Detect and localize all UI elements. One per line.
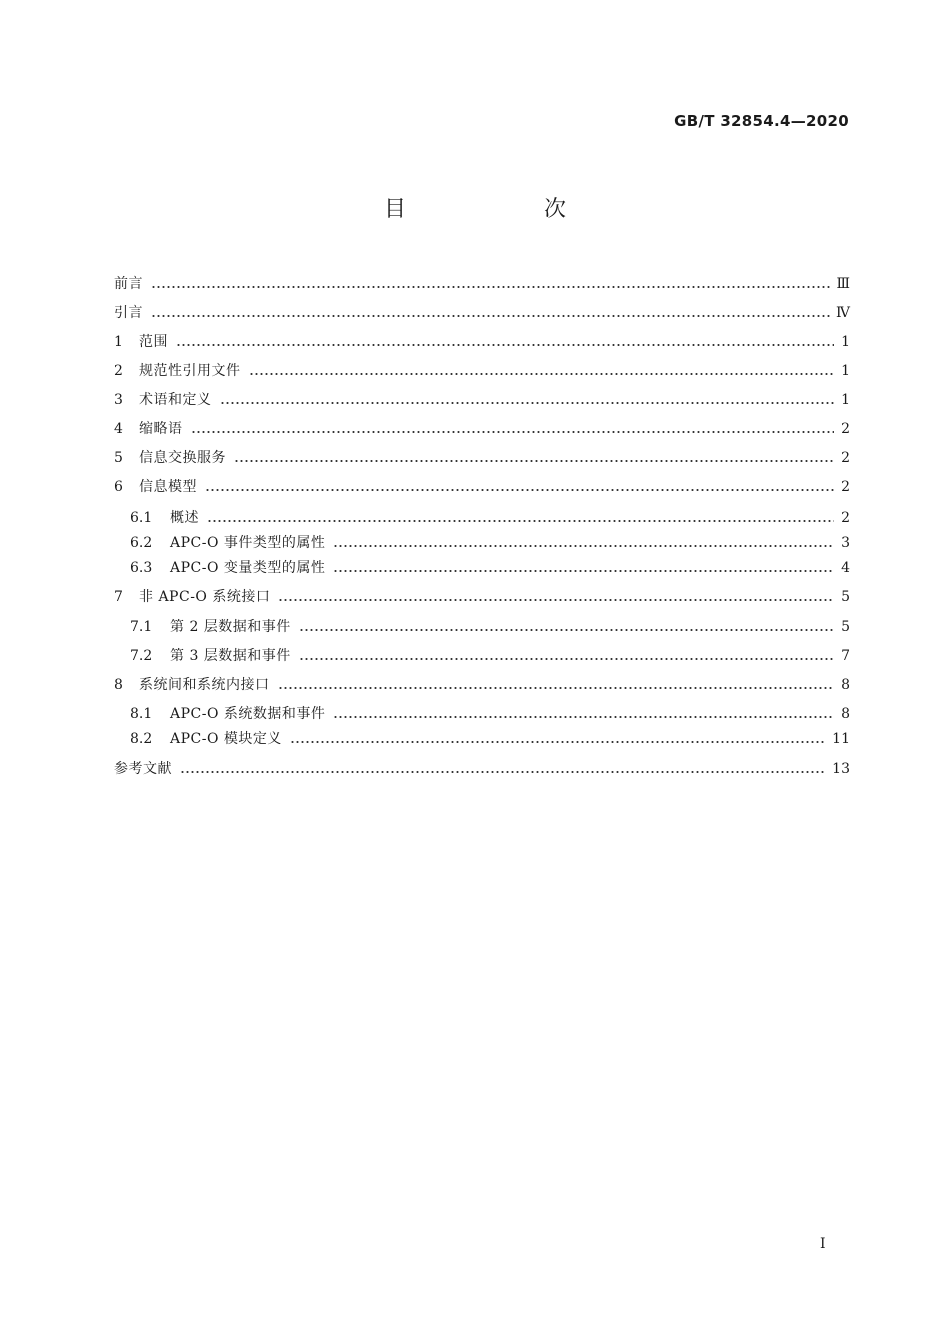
toc-entry-page: 5 <box>841 589 850 605</box>
toc-entry[interactable] <box>114 757 850 781</box>
toc-entry-label: APC-O 模块定义 <box>170 731 282 747</box>
toc-entry-page: 5 <box>841 619 850 635</box>
toc-entry-number: 8.1 <box>130 706 153 722</box>
toc-entry-number: 6.3 <box>130 560 153 576</box>
toc-dot-leader <box>290 727 826 751</box>
toc-entry[interactable] <box>114 531 850 555</box>
toc-dot-leader <box>278 673 835 697</box>
toc-entry[interactable] <box>114 673 850 697</box>
toc-entry[interactable] <box>114 644 850 668</box>
toc-entry-label: APC-O 系统数据和事件 <box>170 706 326 722</box>
toc-entry-label: APC-O 变量类型的属性 <box>170 560 326 576</box>
toc-dot-leader <box>299 644 834 668</box>
toc-entry-number: 7.1 <box>130 619 153 635</box>
toc-dot-leader <box>299 615 834 639</box>
toc-entry[interactable] <box>114 330 850 354</box>
toc-entry-number: 8 <box>114 677 123 693</box>
toc-entry-page: Ⅲ <box>836 276 850 292</box>
toc-entry-number: 7.2 <box>130 648 153 664</box>
toc-entry-page: 8 <box>841 677 850 693</box>
toc-entry[interactable] <box>114 702 850 726</box>
toc-entry-page: 1 <box>841 363 850 379</box>
toc-entry-label: 概述 <box>170 510 199 526</box>
toc-dot-leader <box>333 531 834 555</box>
toc-entry-page: Ⅳ <box>836 305 850 321</box>
toc-entry-number: 1 <box>114 334 123 350</box>
toc-entry-page: 2 <box>841 510 850 526</box>
toc-entry[interactable] <box>114 556 850 580</box>
toc-entry-page: 2 <box>841 450 850 466</box>
footer-page-number: I <box>820 1236 826 1252</box>
toc-entry-number: 6.1 <box>130 510 153 526</box>
toc-entry-label: 第 3 层数据和事件 <box>170 648 291 664</box>
standard-code: GB/T 32854.4—2020 <box>674 112 849 130</box>
toc-dot-leader <box>249 359 835 383</box>
toc-entry-label: 非 APC-O 系统接口 <box>139 589 271 605</box>
toc-entry-label: 规范性引用文件 <box>139 363 241 379</box>
toc-entry[interactable] <box>114 727 850 751</box>
toc-dot-leader <box>176 330 834 354</box>
toc-entry-page: 11 <box>832 731 850 747</box>
toc-entry-label: APC-O 事件类型的属性 <box>170 535 326 551</box>
toc-dot-leader <box>205 475 834 499</box>
toc-entry-label: 参考文献 <box>114 761 172 777</box>
page-title: 目 次 <box>383 197 624 222</box>
toc-entry[interactable] <box>114 615 850 639</box>
toc-entry[interactable] <box>114 388 850 412</box>
toc-dot-leader <box>333 702 834 726</box>
toc-entry-page: 1 <box>841 334 850 350</box>
toc-entry[interactable] <box>114 446 850 470</box>
toc-entry[interactable] <box>114 301 850 325</box>
toc-entry-page: 2 <box>841 479 850 495</box>
toc-dot-leader <box>151 301 830 325</box>
toc-entry-page: 8 <box>841 706 850 722</box>
toc-entry-label: 术语和定义 <box>139 392 212 408</box>
toc-entry[interactable] <box>114 359 850 383</box>
toc-entry-page: 2 <box>841 421 850 437</box>
toc-dot-leader <box>278 585 834 609</box>
toc-entry[interactable] <box>114 475 850 499</box>
toc-dot-leader <box>333 556 834 580</box>
toc-entry[interactable] <box>114 272 850 296</box>
toc-entry-label: 信息模型 <box>139 479 197 495</box>
toc-dot-leader <box>151 272 830 296</box>
toc-entry-label: 系统间和系统内接口 <box>139 677 270 693</box>
toc-entry-label: 缩略语 <box>139 421 183 437</box>
toc-entry-number: 2 <box>114 363 123 379</box>
toc-entry[interactable] <box>114 506 850 530</box>
toc-entry-page: 1 <box>841 392 850 408</box>
toc-entry-label: 第 2 层数据和事件 <box>170 619 291 635</box>
toc-dot-leader <box>207 506 834 530</box>
toc-entry-number: 6 <box>114 479 123 495</box>
toc-entry-number: 5 <box>114 450 123 466</box>
toc-entry-number: 4 <box>114 421 123 437</box>
toc-entry-page: 7 <box>841 648 850 664</box>
toc-entry-number: 8.2 <box>130 731 153 747</box>
toc-entry-number: 7 <box>114 589 123 605</box>
toc-entry-label: 范围 <box>139 334 168 350</box>
toc-entry[interactable] <box>114 417 850 441</box>
toc-entry-page: 4 <box>841 560 850 576</box>
toc-dot-leader <box>220 388 835 412</box>
toc-dot-leader <box>234 446 834 470</box>
toc-entry-label: 前言 <box>114 276 143 292</box>
toc-entry-number: 6.2 <box>130 535 153 551</box>
toc-entry-label: 引言 <box>114 305 143 321</box>
toc-entry-number: 3 <box>114 392 123 408</box>
toc-entry[interactable] <box>114 585 850 609</box>
toc-dot-leader <box>191 417 835 441</box>
toc-dot-leader <box>180 757 826 781</box>
toc-entry-label: 信息交换服务 <box>139 450 226 466</box>
toc-entry-page: 13 <box>832 761 850 777</box>
toc-entry-page: 3 <box>841 535 850 551</box>
